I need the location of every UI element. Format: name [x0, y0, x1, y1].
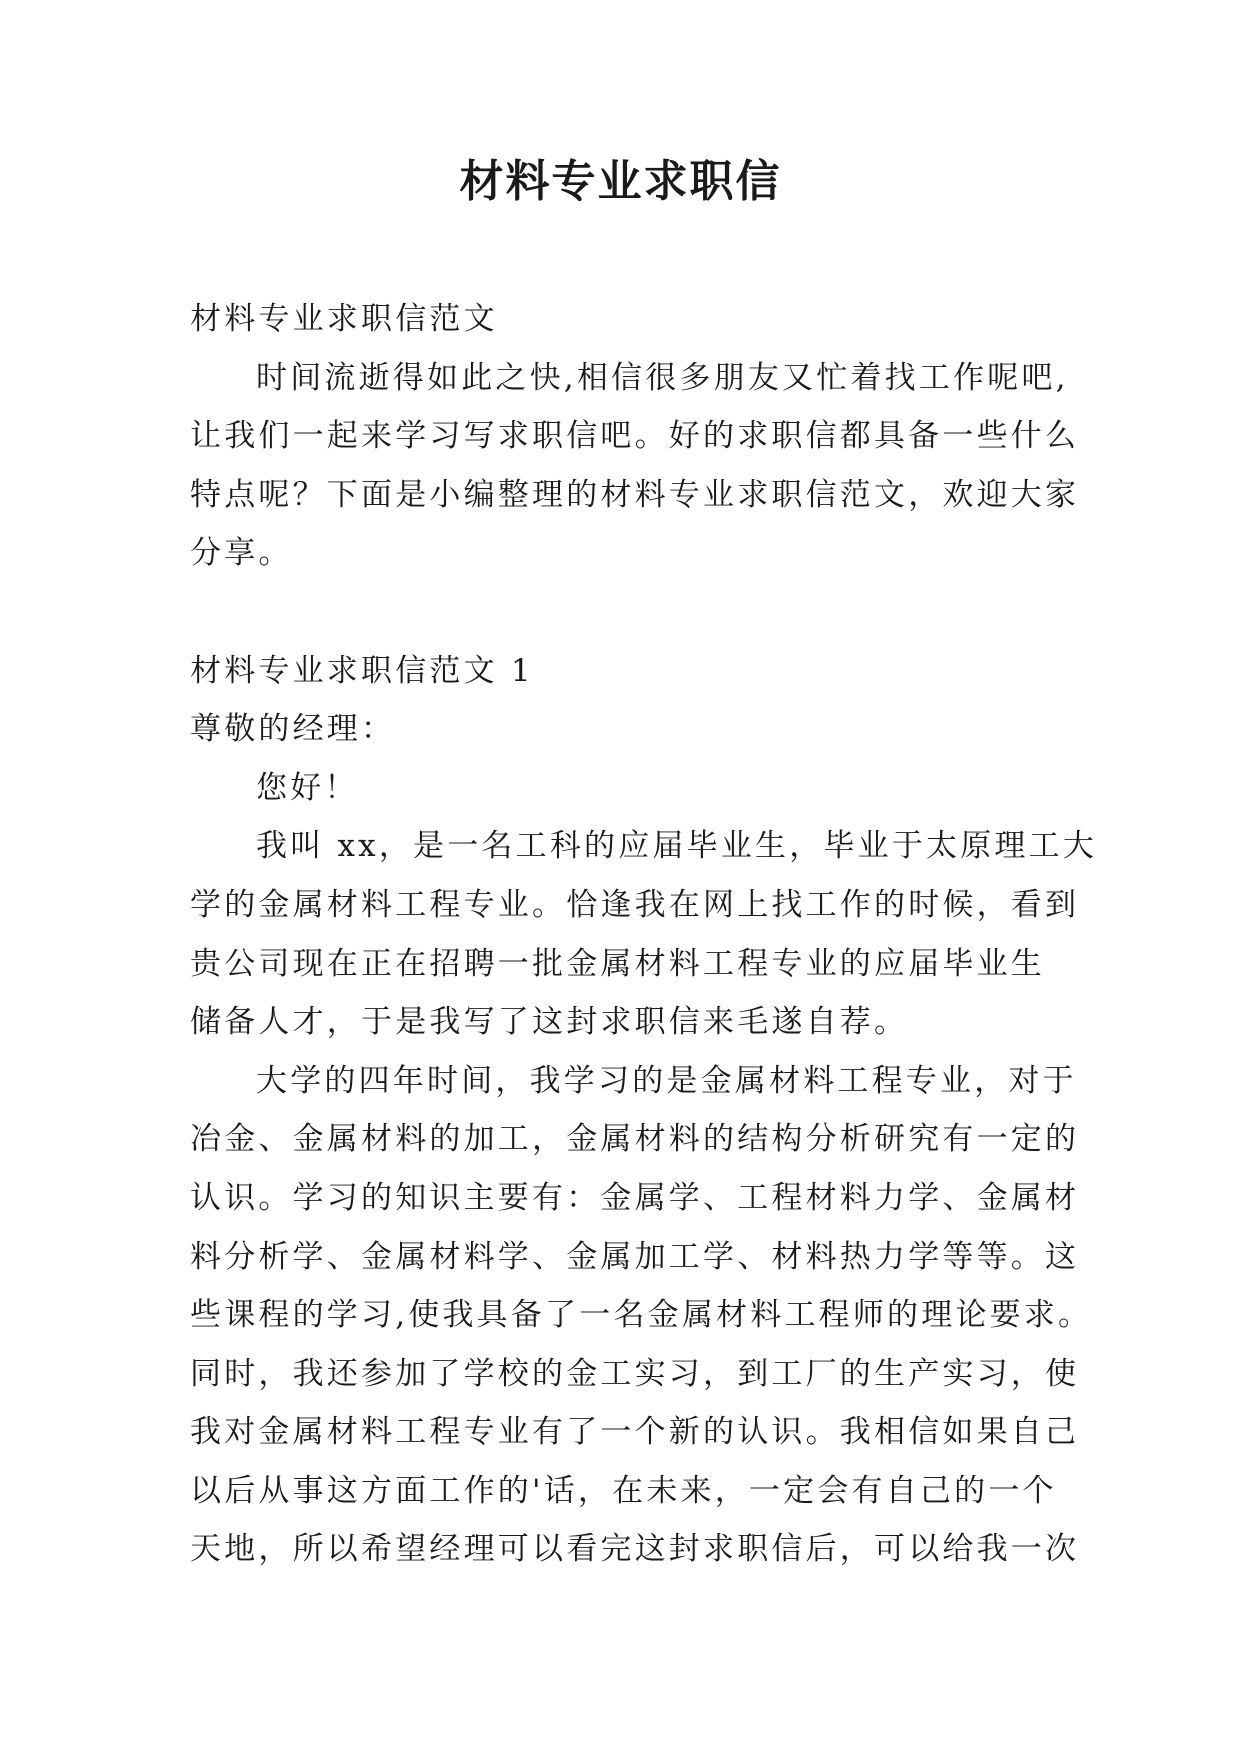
document-body	[190, 290, 1098, 1579]
intro-line: 特点呢？下面是小编整理的材料专业求职信范文，欢迎大家	[190, 476, 1080, 513]
greeting: 您好！	[256, 769, 359, 806]
paragraph2-line: 天地，所以希望经理可以看完这封求职信后，可以给我一次	[190, 1531, 1080, 1568]
paragraph1-line: 学的金属材料工程专业。恰逢我在网上找工作的时候，看到	[190, 886, 1080, 923]
paragraph1-line: 我叫 xx，是一名工科的应届毕业生，毕业于太原理工大	[256, 828, 1098, 865]
paragraph1-line: 储备人才，于是我写了这封求职信来毛遂自荐。	[190, 1004, 909, 1041]
paragraph2-line: 冶金、金属材料的加工，金属材料的结构分析研究有一定的	[190, 1121, 1080, 1158]
paragraph2-line: 同时，我还参加了学校的金工实习，到工厂的生产实习，使	[190, 1355, 1080, 1392]
intro-line: 让我们一起来学习写求职信吧。好的求职信都具备一些什么	[190, 418, 1080, 455]
paragraph2-line: 我对金属材料工程专业有了一个新的认识。我相信如果自己	[190, 1414, 1080, 1451]
intro-line: 时间流逝得如此之快,相信很多朋友又忙着找工作呢吧,	[256, 359, 1069, 396]
document-title: 材料专业求职信	[459, 156, 782, 207]
document-subtitle: 材料专业求职信范文	[190, 301, 498, 337]
salutation: 尊敬的经理：	[190, 711, 396, 748]
paragraph2-line: 认识。学习的知识主要有：金属学、工程材料力学、金属材	[190, 1179, 1080, 1216]
paragraph2-line: 些课程的学习,使我具备了一名金属材料工程师的理论要求。	[190, 1297, 1093, 1334]
paragraph2-line: 大学的四年时间，我学习的是金属材料工程专业，对于	[256, 1062, 1077, 1099]
paragraph2-line: 以后从事这方面工作的'话，在未来，一定会有自己的一个	[190, 1472, 1057, 1509]
blank-line	[190, 583, 1056, 642]
paragraph2-line: 料分析学、金属材料学、金属加工学、材料热力学等等。这	[190, 1238, 1080, 1275]
paragraph1-line: 贵公司现在正在招聘一批金属材料工程专业的应届毕业生	[190, 945, 1045, 982]
intro-line: 分享。	[190, 535, 293, 572]
section-heading: 材料专业求职信范文 1	[190, 652, 534, 689]
